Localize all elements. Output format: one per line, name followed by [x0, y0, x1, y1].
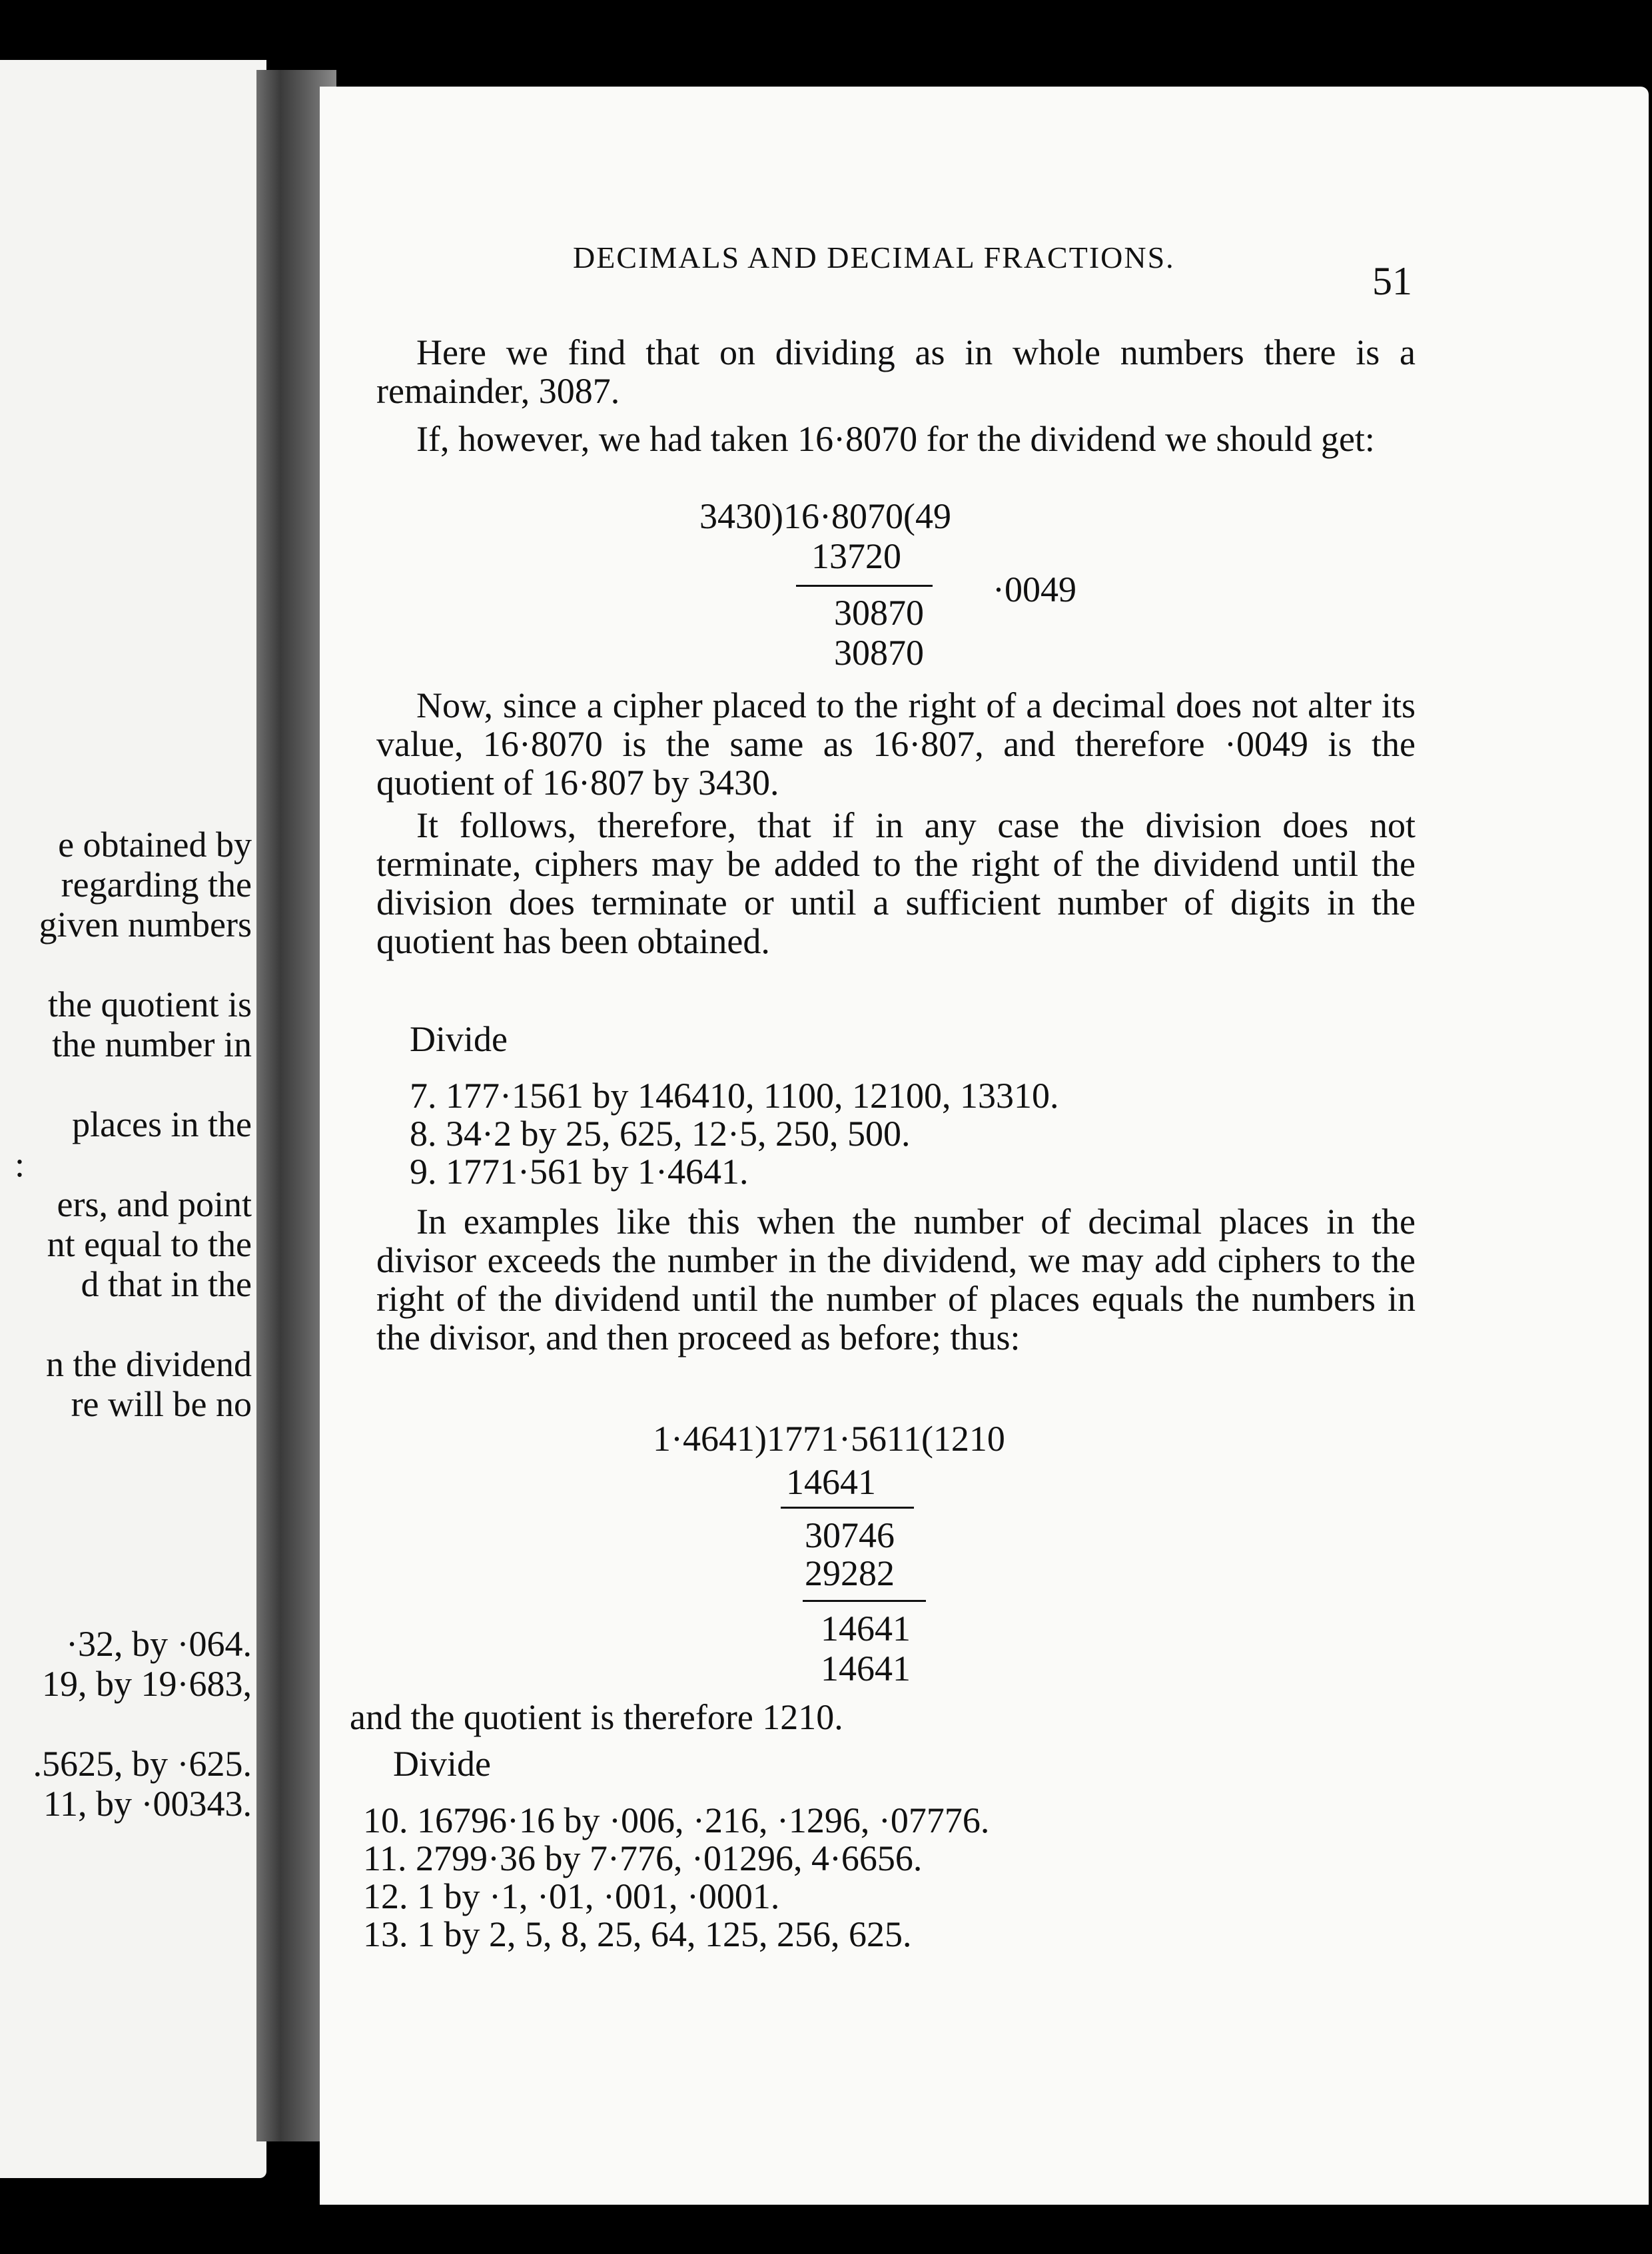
division-line: 30870 — [834, 633, 924, 673]
left-fragment: nt equal to the — [47, 1224, 252, 1264]
left-fragment: d that in the — [81, 1264, 252, 1304]
division-line: 14641 — [821, 1609, 911, 1649]
left-fragment: n the dividend — [46, 1344, 252, 1384]
division-rule — [796, 585, 933, 587]
exercise-item: 8. 34·2 by 25, 625, 12·5, 250, 500. — [410, 1114, 911, 1154]
left-fragment: e obtained by — [58, 825, 252, 865]
exercise-item: 12. 1 by ·1, ·01, ·001, ·0001. — [363, 1876, 780, 1916]
division-rule — [803, 1600, 926, 1602]
exercise-heading: Divide — [393, 1744, 491, 1784]
paragraph: In examples like this when the number of decimal places in the divisor exceeds the number in the dividend, we may add ciphers to the right of the dividend until the number of places equals the numbers in the divisor, and then proceed as before; thus: — [376, 1202, 1416, 1357]
exercise-item: 9. 1771·561 by 1·4641. — [410, 1152, 749, 1192]
left-fragment: the quotient is — [48, 984, 252, 1024]
exercise-item: 11. 2799·36 by 7·776, ·01296, 4·6656. — [363, 1838, 923, 1878]
exercise-item: 7. 177·1561 by 146410, 1100, 12100, 13310. — [410, 1076, 1059, 1116]
running-header: DECIMALS AND DECIMAL FRACTIONS. — [573, 240, 1175, 274]
left-fragment: ers, and point — [57, 1184, 252, 1224]
division-line: 14641 — [786, 1462, 876, 1502]
division-line: 30746 — [805, 1515, 895, 1555]
division-line: 1·4641)1771·5611(1210 — [653, 1419, 1005, 1459]
left-page — [0, 60, 266, 2178]
division-result: ·0049 — [993, 569, 1076, 609]
division-line: 14641 — [821, 1649, 911, 1689]
left-fragment: 11, by ·00343. — [43, 1784, 252, 1824]
left-fragment: places in the — [72, 1104, 252, 1144]
left-fragment: given numbers — [39, 905, 252, 944]
exercise-item: 10. 16796·16 by ·006, ·216, ·1296, ·07776. — [363, 1800, 990, 1840]
division-line: 3430)16·8070(49 — [699, 496, 951, 536]
division-line: 13720 — [811, 536, 901, 576]
division-line: 30870 — [834, 593, 924, 633]
page-number: 51 — [1372, 259, 1412, 303]
exercise-heading: Divide — [410, 1019, 508, 1059]
exercise-item: 13. 1 by 2, 5, 8, 25, 64, 125, 256, 625. — [363, 1914, 912, 1954]
left-fragment: regarding the — [61, 865, 252, 905]
left-fragment: the number in — [52, 1024, 252, 1064]
paragraph: Here we find that on dividing as in whole numbers there is a remainder, 3087. — [376, 332, 1416, 411]
left-fragment: re will be no — [71, 1384, 252, 1424]
division-rule — [781, 1507, 914, 1509]
left-fragment: .5625, by ·625. — [33, 1744, 252, 1784]
paragraph: If, however, we had taken 16·8070 for the dividend we should get: — [416, 419, 1375, 459]
division-line: 29282 — [805, 1553, 895, 1593]
left-fragment: : — [15, 1144, 25, 1184]
left-fragment: ·32, by ·064. — [66, 1624, 252, 1664]
left-fragment: 19, by 19·683, — [42, 1664, 252, 1704]
paragraph: Now, since a cipher placed to the right of a decimal does not alter its value, 16·8070 is the same as 16·807, and therefore ·0049 is the quotient of 16·807 by 3430. — [376, 685, 1416, 803]
paragraph: It follows, therefore, that if in any case the division does not terminate, ciphers may be added to the right of the dividend until the division does terminate or until a sufficient number of digits in the quotient has been obtained. — [376, 805, 1416, 961]
paragraph: and the quotient is therefore 1210. — [350, 1697, 843, 1737]
